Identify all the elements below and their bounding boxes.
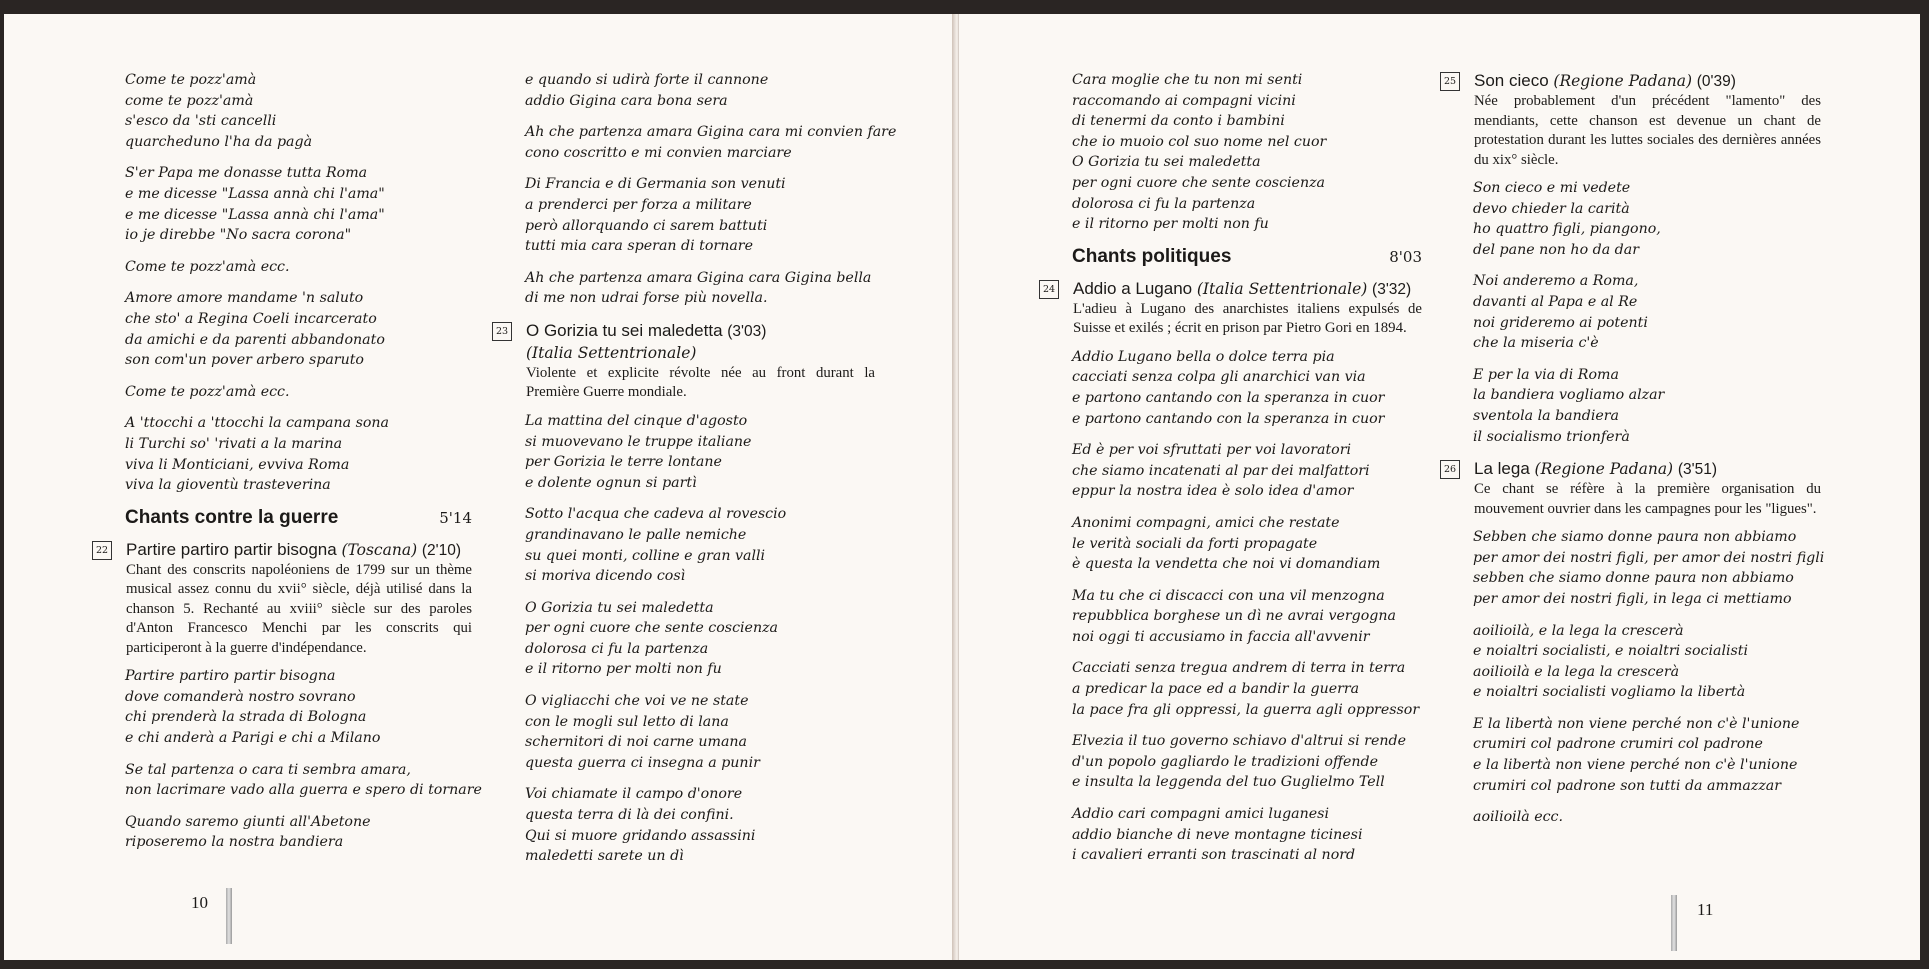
lyric-line: a prenderci per forza a militare [525, 196, 752, 213]
lyric-stanza [1473, 621, 1821, 703]
lyric-line: son com'un pover arbero sparuto [125, 352, 364, 369]
lyric-line: per ogni cuore che sente coscienza [1072, 174, 1326, 191]
lyrics-block [125, 666, 482, 853]
lyric-line: che sto' a Regina Coeli incarcerato [125, 310, 377, 327]
lyric-stanza [525, 268, 875, 309]
lyric-line: e me dicesse "Lassa annà chi l'ama" [125, 185, 385, 202]
lyric-stanza [125, 382, 472, 403]
lyric-line: schernitori di noi carne umana [525, 734, 748, 751]
lyric-line: cono coscritto e mi convien marciare [525, 144, 792, 161]
lyric-line: la pace fra gli oppressi, la guerra agli oppressor [1072, 701, 1420, 718]
lyric-stanza [525, 411, 875, 493]
lyric-line: Addio Lugano bella o dolce terra pia [1072, 348, 1335, 365]
track-description: Violente et explicite révolte née au front durant la Première Guerre mondiale. [526, 364, 875, 401]
lyric-line: e chi anderà a Parigi e chi a Milano [125, 729, 381, 746]
lyrics-block [125, 70, 472, 496]
page-number: 10 [191, 893, 208, 912]
lyric-line: addio bianche di neve montagne ticinesi [1072, 826, 1363, 843]
track-entry-25 [1440, 70, 1821, 170]
lyric-line: viva la gioventù trasteverina [125, 477, 331, 494]
lyric-line: tutti mia cara speran di tornare [525, 238, 753, 255]
track-entry-22 [92, 539, 472, 659]
lyric-line: con le mogli sul letto di lana [525, 713, 729, 730]
lyrics-block [1473, 178, 1821, 447]
page-edge-marker [226, 888, 232, 944]
lyric-line: Noi anderemo a Roma, [1473, 273, 1639, 290]
lyric-line: Se tal partenza o cara ti sembra amara, [125, 761, 411, 778]
lyric-stanza [125, 288, 472, 370]
track-title: La lega (Regione Padana) (3'51) [1474, 459, 1717, 479]
lyric-line: Voi chiamate il campo d'onore [525, 786, 743, 803]
lyric-line: e me dicesse "Lassa annà chi l'ama" [125, 206, 385, 223]
lyric-line: ho quattro figli, piangono, [1473, 221, 1661, 238]
lyric-line: dove comanderà nostro sovrano [125, 688, 356, 705]
lyric-line: i cavalieri erranti son trascinati al nord [1072, 847, 1356, 864]
track-number: 22 [92, 541, 112, 560]
lyric-line: di tenermi da conto i bambini [1072, 113, 1285, 130]
lyric-line: si muovevano le truppe italiane [525, 433, 752, 450]
lyric-line: e dolente ognun si partì [525, 474, 697, 491]
lyric-line: e quando si udirà forte il cannone [525, 72, 769, 88]
track-title: Addio a Lugano (Italia Settentrionale) (3'32) [1073, 278, 1412, 298]
lyric-stanza [1473, 178, 1821, 260]
lyric-line: però allorquando ci sarem battuti [525, 217, 768, 234]
lyric-line: crumiri col padrone son tutti da ammazzar [1473, 777, 1782, 794]
lyric-line: sventola la bandiera [1473, 407, 1620, 424]
track-description: L'adieu à Lugano des anarchistes italiens expulsés de Suisse et exilés ; écrit en prison par Pietro Gori en 1894. [1073, 300, 1422, 337]
lyric-line: chi prenderà la strada di Bologna [125, 709, 367, 726]
lyric-line: E per la via di Roma [1473, 366, 1619, 383]
lyric-stanza [1072, 731, 1422, 793]
lyric-stanza [525, 598, 875, 680]
lyric-line: Qui si muore gridando assassini [525, 827, 756, 844]
lyric-line: a predicar la pace ed a bandir la guerra [1072, 681, 1360, 698]
lyric-line: quarcheduno l'ha da pagà [125, 133, 313, 150]
lyric-stanza [1072, 70, 1422, 235]
lyric-line: devo chieder la carità [1473, 200, 1630, 217]
section-duration: 8'03 [1389, 247, 1422, 266]
lyrics-block [1473, 527, 1825, 828]
lyric-line: la bandiera vogliamo alzar [1473, 387, 1665, 404]
track-number: 26 [1440, 460, 1460, 479]
track-number: 25 [1440, 72, 1460, 91]
lyric-line: si moriva dicendo così [525, 568, 686, 585]
lyric-line: Sebben che siamo donne paura non abbiamo [1473, 529, 1797, 546]
lyric-stanza [1473, 714, 1821, 796]
lyric-line: dolorosa ci fu la partenza [525, 640, 709, 657]
lyric-line: e noialtri socialisti, e noialtri socialisti [1473, 643, 1749, 660]
lyric-line: dolorosa ci fu la partenza [1072, 195, 1256, 212]
lyric-line: per Gorizia le terre lontane [525, 454, 722, 471]
lyric-line: il socialismo trionferà [1473, 428, 1630, 445]
lyrics-block [525, 411, 875, 867]
lyric-line: noi grideremo ai potenti [1473, 314, 1648, 331]
lyric-stanza [1072, 804, 1422, 866]
track-number: 24 [1039, 280, 1059, 299]
lyric-stanza [1072, 513, 1422, 575]
lyric-line: e partono cantando con la speranza in cuor [1072, 389, 1385, 406]
lyric-stanza [1473, 527, 1825, 609]
lyric-line: non lacrimare vado alla guerra e spero di tornare [125, 782, 482, 799]
lyric-line: O Gorizia tu sei maledetta [1072, 154, 1261, 171]
lyric-line: e il ritorno per molti non fu [1072, 216, 1269, 233]
lyric-line: E la libertà non viene perché non c'è l'unione [1473, 715, 1800, 732]
lyric-line: e insulta la leggenda del tuo Guglielmo Tell [1072, 774, 1385, 791]
lyric-line: raccomando ai compagni vicini [1072, 92, 1296, 109]
lyric-stanza [1072, 347, 1422, 429]
lyric-line: cacciati senza colpa gli anarchici van via [1072, 369, 1366, 386]
lyric-stanza [1473, 807, 1821, 828]
lyric-stanza [1072, 440, 1422, 502]
lyric-stanza [125, 70, 472, 152]
lyric-line: Cara moglie che tu non mi senti [1072, 72, 1303, 88]
lyric-line: O vigliacchi che voi ve ne state [525, 693, 749, 710]
lyric-line: aoilioilà, e la lega la crescerà [1473, 622, 1684, 639]
lyric-stanza [125, 666, 472, 748]
lyric-line: maledetti sarete un dì [525, 848, 684, 865]
lyric-line: che siamo incatenati al par dei malfattori [1072, 462, 1370, 479]
lyric-line: del pane non ho da dar [1473, 241, 1639, 258]
lyric-line: come te pozz'amà [125, 92, 254, 109]
lyric-line: è questa la vendetta che noi vi domandiam [1072, 556, 1381, 573]
lyric-line: e la libertà non viene perché non c'è l'unione [1473, 757, 1798, 774]
lyric-line: d'un popolo gagliardo le tradizioni offende [1072, 753, 1379, 770]
section-title: Chants contre la guerre [125, 506, 339, 528]
lyric-line: A 'ttocchi a 'ttocchi la campana sona [125, 415, 389, 432]
lyrics-block [1072, 347, 1422, 866]
section-title: Chants politiques [1072, 245, 1232, 267]
lyric-line: questa guerra ci insegna a punir [525, 754, 760, 771]
lyric-line: aoilioilà e la lega la crescerà [1473, 663, 1680, 680]
lyric-stanza [525, 70, 875, 111]
lyric-line: addio Gigina cara bona sera [525, 92, 728, 109]
lyric-line: Cacciati senza tregua andrem di terra in terra [1072, 660, 1406, 677]
track-title: Partire partiro partir bisogna (Toscana) (2'10) [126, 539, 462, 559]
lyric-line: grandinavano le palle nemiche [525, 526, 747, 543]
lyric-line: Come te pozz'amà ecc. [125, 383, 290, 400]
lyric-line: Quando saremo giunti all'Abetone [125, 813, 371, 830]
lyric-line: Come te pozz'amà ecc. [125, 258, 290, 275]
lyric-stanza [125, 163, 472, 245]
right-page-column-1 [1042, 70, 1422, 877]
lyric-stanza [1473, 365, 1821, 447]
lyric-line: per ogni cuore che sente coscienza [525, 620, 779, 637]
lyric-line: Ah che partenza amara Gigina cara mi convien fare [525, 124, 897, 141]
track-description: Ce chant se réfère à la première organisation du mouvement ouvrier dans les campagnes pour les "ligues". [1474, 481, 1821, 517]
lyric-line: repubblica borghese un dì ne avrai vergogna [1072, 608, 1396, 625]
page-edge-marker [1671, 895, 1677, 951]
track-entry-24 [1039, 278, 1422, 339]
track-description: Née probablement d'un précédent "lamento" des mendiants, cette chanson est devenue un chant de protestation durant les luttes sociales des dernières années du xix° siècle. [1474, 93, 1821, 168]
lyric-stanza [125, 760, 482, 801]
lyric-stanza [125, 257, 472, 278]
lyric-line: e partono cantando con la speranza in cuor [1072, 410, 1385, 427]
lyric-stanza [525, 504, 875, 586]
right-page-column-2 [1443, 70, 1825, 839]
lyric-line: e il ritorno per molti non fu [525, 661, 722, 678]
lyric-line: Come te pozz'amà [125, 72, 257, 88]
lyric-line: Di Francia e di Germania son venuti [525, 176, 786, 193]
lyric-line: Son cieco e mi vedete [1473, 180, 1631, 196]
track-entry-23 [492, 320, 875, 403]
track-description: Chant des conscrits napoléoniens de 1799 sur un thème musical assez connu du xvii° siècle, déjà utilisé dans la chanson 5. Rechanté au xviii° siècle sur des paroles d'Anton Francesco Menchi par les conscrits qui participeront à la guerre d'indépendance. [126, 561, 472, 656]
lyric-stanza [525, 784, 875, 866]
lyric-line: da amichi e da parenti abbandonato [125, 331, 385, 348]
lyric-line: eppur la nostra idea è solo idea d'amor [1072, 483, 1354, 500]
track-number: 23 [492, 322, 512, 341]
lyric-line: S'er Papa me donasse tutta Roma [125, 165, 368, 182]
lyrics-block [1072, 70, 1422, 235]
lyric-stanza [125, 413, 472, 495]
lyric-line: Ed è per voi sfruttati per voi lavoratori [1072, 442, 1352, 459]
lyric-line: noi oggi ti accusiamo in faccia all'avvenir [1072, 628, 1370, 645]
lyric-line: Ma tu che ci discacci con una vil menzogna [1072, 587, 1385, 604]
lyric-line: che la miseria c'è [1473, 335, 1599, 352]
lyric-line: Addio cari compagni amici luganesi [1072, 806, 1329, 823]
lyric-line: Anonimi compagni, amici che restate [1072, 514, 1340, 531]
track-title: Son cieco (Regione Padana) (0'39) [1474, 71, 1736, 90]
lyric-line: per amor dei nostri figli, per amor dei nostri figli [1473, 549, 1825, 566]
lyric-line: s'esco da 'sti cancelli [125, 113, 277, 130]
lyric-stanza [525, 174, 875, 256]
lyric-stanza [1072, 586, 1422, 648]
lyric-line: li Turchi so' 'rivati a la marina [125, 435, 343, 452]
lyric-line: Sotto l'acqua che cadeva al rovescio [525, 506, 787, 523]
section-heading [125, 507, 472, 529]
lyric-line: Partire partiro partir bisogna [125, 668, 336, 685]
lyric-line: e noialtri socialisti vogliamo la libertà [1473, 684, 1746, 701]
page-number: 11 [1697, 900, 1714, 919]
track-title: O Gorizia tu sei maledetta (3'03) (Italia Settentrionale) [526, 320, 767, 362]
lyric-line: questa terra di là dei confini. [525, 807, 734, 824]
lyric-line: di me non udrai forse più novella. [525, 290, 768, 307]
left-page-column-1 [95, 70, 482, 864]
lyric-stanza [525, 122, 897, 163]
track-entry-26 [1440, 458, 1821, 519]
lyric-line: Amore amore mandame 'n saluto [125, 290, 364, 307]
lyric-line: io je direbbe "No sacra corona" [125, 227, 352, 244]
lyric-line: Elvezia il tuo governo schiavo d'altrui si rende [1072, 733, 1406, 750]
lyric-line: La mattina del cinque d'agosto [525, 412, 748, 429]
lyric-line: Ah che partenza amara Gigina cara Gigina bella [525, 269, 872, 286]
lyric-line: viva li Monticiani, evviva Roma [125, 456, 350, 473]
section-duration: 5'14 [439, 508, 472, 527]
lyric-line: che io muoio col suo nome nel cuor [1072, 133, 1327, 150]
lyric-line: aoilioilà ecc. [1473, 809, 1563, 826]
lyric-stanza [1072, 658, 1422, 720]
left-page-column-2 [495, 70, 897, 878]
lyric-line: davanti al Papa e al Re [1473, 293, 1638, 310]
lyrics-block [525, 70, 897, 309]
lyric-line: sebben che siamo donne paura non abbiamo [1473, 570, 1794, 587]
section-heading [1072, 246, 1422, 268]
lyric-stanza [525, 691, 875, 773]
lyric-line: O Gorizia tu sei maledetta [525, 599, 714, 616]
lyric-line: su quei monti, colline e gran valli [525, 547, 766, 564]
lyric-stanza [1473, 271, 1821, 353]
lyric-line: per amor dei nostri figli, in lega ci mettiamo [1473, 590, 1792, 607]
lyric-stanza [125, 812, 472, 853]
lyric-line: le verità sociali da forti propagate [1072, 535, 1318, 552]
lyric-line: riposeremo la nostra bandiera [125, 834, 344, 851]
lyric-line: crumiri col padrone crumiri col padrone [1473, 736, 1763, 753]
